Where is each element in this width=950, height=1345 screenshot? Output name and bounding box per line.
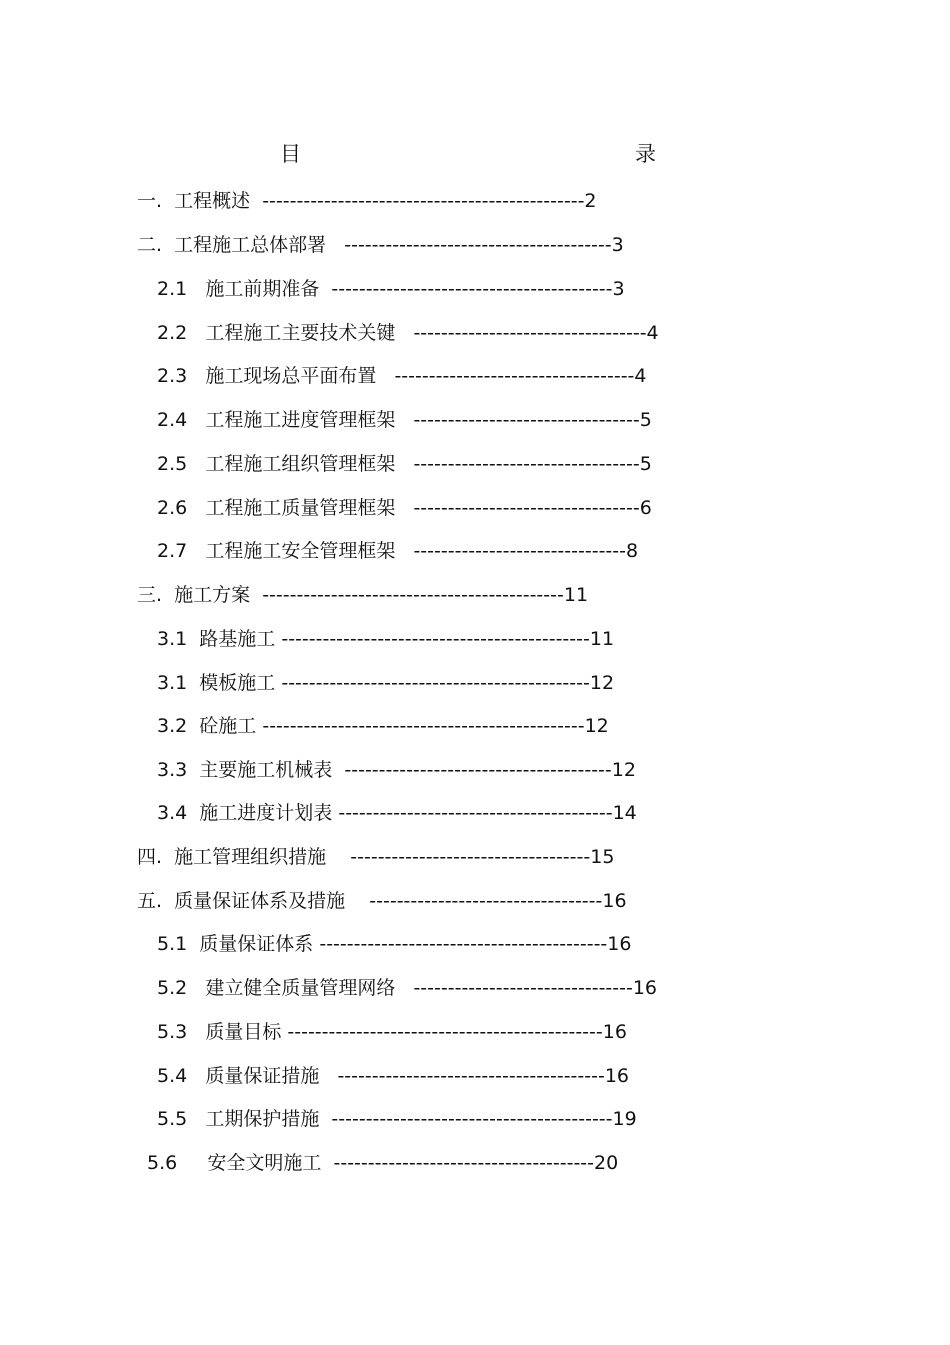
toc-entry-1[interactable] bbox=[137, 186, 597, 216]
toc-entry-text: 五. 质量保证体系及措施 ----------------------------------16 bbox=[137, 890, 627, 912]
toc-entry-text: 5.6 安全文明施工 --------------------------------------20 bbox=[147, 1152, 619, 1174]
toc-entry-text: 2.6 工程施工质量管理框架 ---------------------------------6 bbox=[157, 497, 652, 519]
toc-entry-text: 2.4 工程施工进度管理框架 ---------------------------------5 bbox=[157, 409, 652, 431]
toc-entry-5[interactable] bbox=[137, 886, 627, 916]
toc-entry-2-2[interactable] bbox=[157, 318, 659, 348]
toc-entry-text: 3.3 主要施工机械表 ---------------------------------------12 bbox=[157, 759, 636, 781]
toc-entry-text: 3.1 路基施工 ---------------------------------------------11 bbox=[157, 628, 615, 650]
toc-entry-2-7[interactable] bbox=[157, 536, 638, 566]
toc-entry-3[interactable] bbox=[137, 580, 588, 610]
toc-entry-5-4[interactable] bbox=[157, 1061, 629, 1091]
toc-entry-3-4[interactable] bbox=[157, 798, 637, 828]
toc-entry-3-1a[interactable] bbox=[157, 624, 614, 654]
toc-entry-text: 5.4 质量保证措施 ---------------------------------------16 bbox=[157, 1065, 630, 1087]
toc-entry-text: 2.5 工程施工组织管理框架 ---------------------------------5 bbox=[157, 453, 652, 475]
toc-entry-2-5[interactable] bbox=[157, 449, 652, 479]
toc-entry-5-3[interactable] bbox=[157, 1017, 627, 1047]
toc-entry-2-1[interactable] bbox=[157, 274, 625, 304]
toc-entry-3-2[interactable] bbox=[157, 711, 609, 741]
toc-entry-5-5[interactable] bbox=[157, 1104, 637, 1134]
toc-entry-2-4[interactable] bbox=[157, 405, 652, 435]
toc-entry-text: 2.1 施工前期准备 -----------------------------------------3 bbox=[157, 278, 625, 300]
toc-entry-3-3[interactable] bbox=[157, 755, 636, 785]
toc-entry-5-2[interactable] bbox=[157, 973, 657, 1003]
toc-entry-5-6[interactable] bbox=[147, 1148, 618, 1178]
toc-entry-text: 5.2 建立健全质量管理网络 --------------------------------16 bbox=[157, 977, 658, 999]
toc-title: 目 录 bbox=[279, 142, 699, 166]
toc-entry-2-3[interactable] bbox=[157, 361, 647, 391]
toc-entry-text: 2.7 工程施工安全管理框架 -------------------------------8 bbox=[157, 540, 639, 562]
toc-entry-3-1b[interactable] bbox=[157, 668, 614, 698]
toc-entry-text: 3.2 砼施工 -----------------------------------------------12 bbox=[157, 715, 609, 737]
toc-entry-2[interactable] bbox=[137, 230, 624, 260]
toc-entry-text: 一. 工程概述 -----------------------------------------------2 bbox=[137, 190, 597, 212]
toc-entry-text: 5.1 质量保证体系 ------------------------------------------16 bbox=[157, 933, 632, 955]
toc-entry-text: 2.3 施工现场总平面布置 -----------------------------------4 bbox=[157, 365, 647, 387]
toc-entry-5-1[interactable] bbox=[157, 929, 631, 959]
toc-entry-text: 二. 工程施工总体部署 ---------------------------------------3 bbox=[137, 234, 624, 256]
toc-entry-text: 5.5 工期保护措施 -----------------------------------------19 bbox=[157, 1108, 637, 1130]
toc-entry-2-6[interactable] bbox=[157, 493, 652, 523]
toc-entry-text: 三. 施工方案 --------------------------------------------11 bbox=[137, 584, 589, 606]
toc-entry-text: 5.3 质量目标 ----------------------------------------------16 bbox=[157, 1021, 627, 1043]
toc-entry-text: 四. 施工管理组织措施 -----------------------------------15 bbox=[137, 846, 615, 868]
toc-entry-text: 2.2 工程施工主要技术关键 ----------------------------------4 bbox=[157, 322, 659, 344]
toc-entry-text: 3.4 施工进度计划表 ----------------------------------------14 bbox=[157, 802, 637, 824]
toc-entry-4[interactable] bbox=[137, 842, 614, 872]
toc-entry-text: 3.1 模板施工 ---------------------------------------------12 bbox=[157, 672, 615, 694]
